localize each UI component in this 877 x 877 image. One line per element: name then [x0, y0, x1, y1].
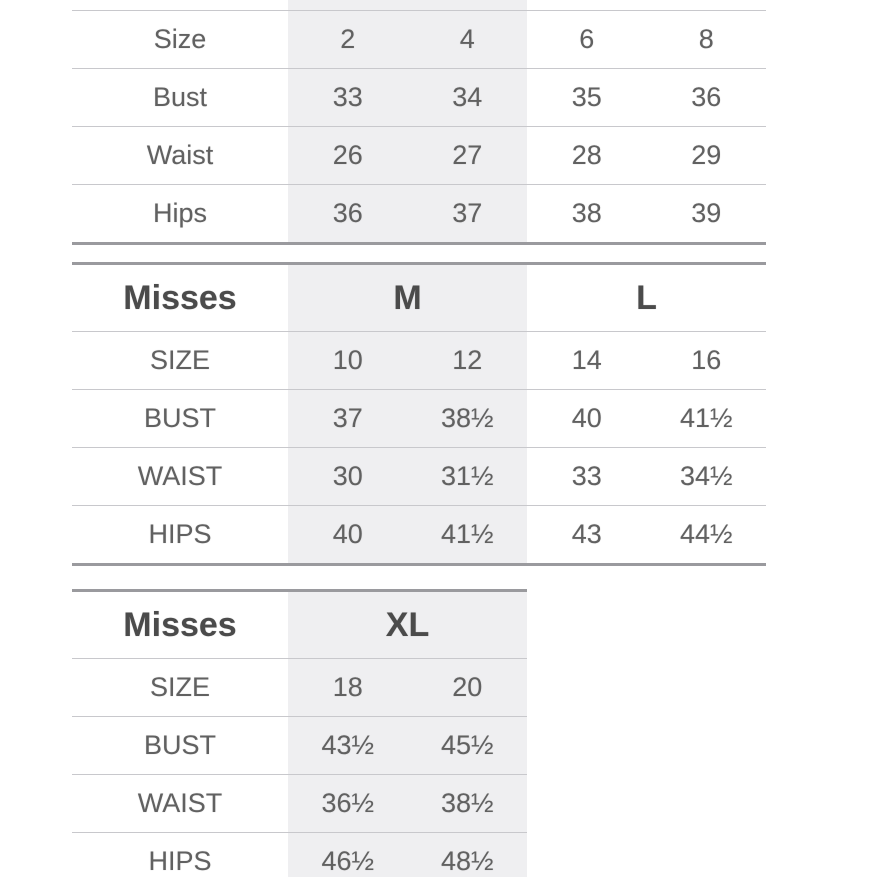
size-value-cell: 43 — [571, 519, 602, 549]
row-label: Size — [153, 24, 207, 54]
size-value-cell: 34½ — [679, 461, 733, 491]
size-value-cell: 33 — [288, 69, 408, 126]
size-value-cell: 14 — [571, 345, 602, 375]
size-value-cell: 12 — [408, 332, 528, 389]
row-label: SIZE — [149, 672, 210, 702]
size-value-cell: 28 — [571, 140, 602, 170]
table-header-row — [72, 592, 527, 659]
size-value-cell: 43½ — [288, 717, 408, 774]
row-label: Hips — [152, 198, 207, 228]
table-row — [72, 775, 527, 833]
size-value-cell: 46½ — [288, 833, 408, 877]
size-value-cell: 20 — [408, 659, 528, 716]
size-group-header-m: M — [288, 265, 527, 331]
table-row — [72, 659, 527, 717]
section-title: Misses — [123, 278, 237, 317]
table-row — [72, 717, 527, 775]
size-value-cell: 18 — [288, 659, 408, 716]
size-value-cell: 29 — [691, 140, 722, 170]
size-group-header-l: L — [636, 278, 657, 317]
row-label: SIZE — [149, 345, 210, 375]
row-label: BUST — [143, 730, 216, 760]
row-label: Waist — [146, 140, 214, 170]
size-value-cell: 35 — [571, 82, 602, 112]
size-value-cell: 27 — [408, 127, 528, 184]
spacer-cell — [288, 0, 408, 10]
size-value-cell: 37 — [408, 185, 528, 242]
row-label: Bust — [152, 82, 208, 112]
spacer-cell — [647, 0, 767, 10]
size-value-cell: 8 — [698, 24, 714, 54]
size-value-cell: 41½ — [408, 506, 528, 563]
size-table-misses-m-l — [72, 262, 766, 566]
size-value-cell: 40 — [288, 506, 408, 563]
table-row — [72, 448, 766, 506]
table-row — [72, 69, 766, 127]
size-value-cell: 10 — [288, 332, 408, 389]
table-row — [72, 11, 766, 69]
size-value-cell: 26 — [288, 127, 408, 184]
size-value-cell: 36½ — [288, 775, 408, 832]
size-table-top — [72, 0, 766, 245]
row-label: WAIST — [137, 788, 223, 818]
size-value-cell: 34 — [408, 69, 528, 126]
section-title: Misses — [123, 605, 237, 644]
size-value-cell: 48½ — [408, 833, 528, 877]
row-label: BUST — [143, 403, 216, 433]
size-value-cell: 4 — [408, 11, 528, 68]
table-row — [72, 833, 527, 877]
size-value-cell: 33 — [571, 461, 602, 491]
size-value-cell: 36 — [288, 185, 408, 242]
spacer-cell — [72, 0, 288, 10]
table-row — [72, 127, 766, 185]
row-label: WAIST — [137, 461, 223, 491]
size-value-cell: 36 — [691, 82, 722, 112]
size-value-cell: 40 — [571, 403, 602, 433]
size-value-cell: 6 — [579, 24, 595, 54]
table-row — [72, 185, 766, 242]
size-value-cell: 38½ — [408, 390, 528, 447]
table-row — [72, 390, 766, 448]
size-value-cell: 38½ — [408, 775, 528, 832]
size-value-cell: 45½ — [408, 717, 528, 774]
size-value-cell: 30 — [288, 448, 408, 505]
size-value-cell: 41½ — [679, 403, 733, 433]
size-value-cell: 16 — [691, 345, 722, 375]
size-group-header-xl: XL — [288, 592, 527, 658]
size-table-misses-xl — [72, 589, 527, 877]
table-row — [72, 332, 766, 390]
size-value-cell: 44½ — [679, 519, 733, 549]
table-row — [72, 506, 766, 563]
cropped-row-sliver — [72, 0, 766, 11]
spacer-cell — [527, 0, 647, 10]
size-value-cell: 2 — [288, 11, 408, 68]
size-value-cell: 39 — [691, 198, 722, 228]
table-header-row — [72, 265, 766, 332]
row-label: HIPS — [148, 519, 212, 549]
size-value-cell: 38 — [571, 198, 602, 228]
size-value-cell: 37 — [288, 390, 408, 447]
size-value-cell: 31½ — [408, 448, 528, 505]
row-label: HIPS — [148, 846, 212, 876]
spacer-cell — [408, 0, 528, 10]
